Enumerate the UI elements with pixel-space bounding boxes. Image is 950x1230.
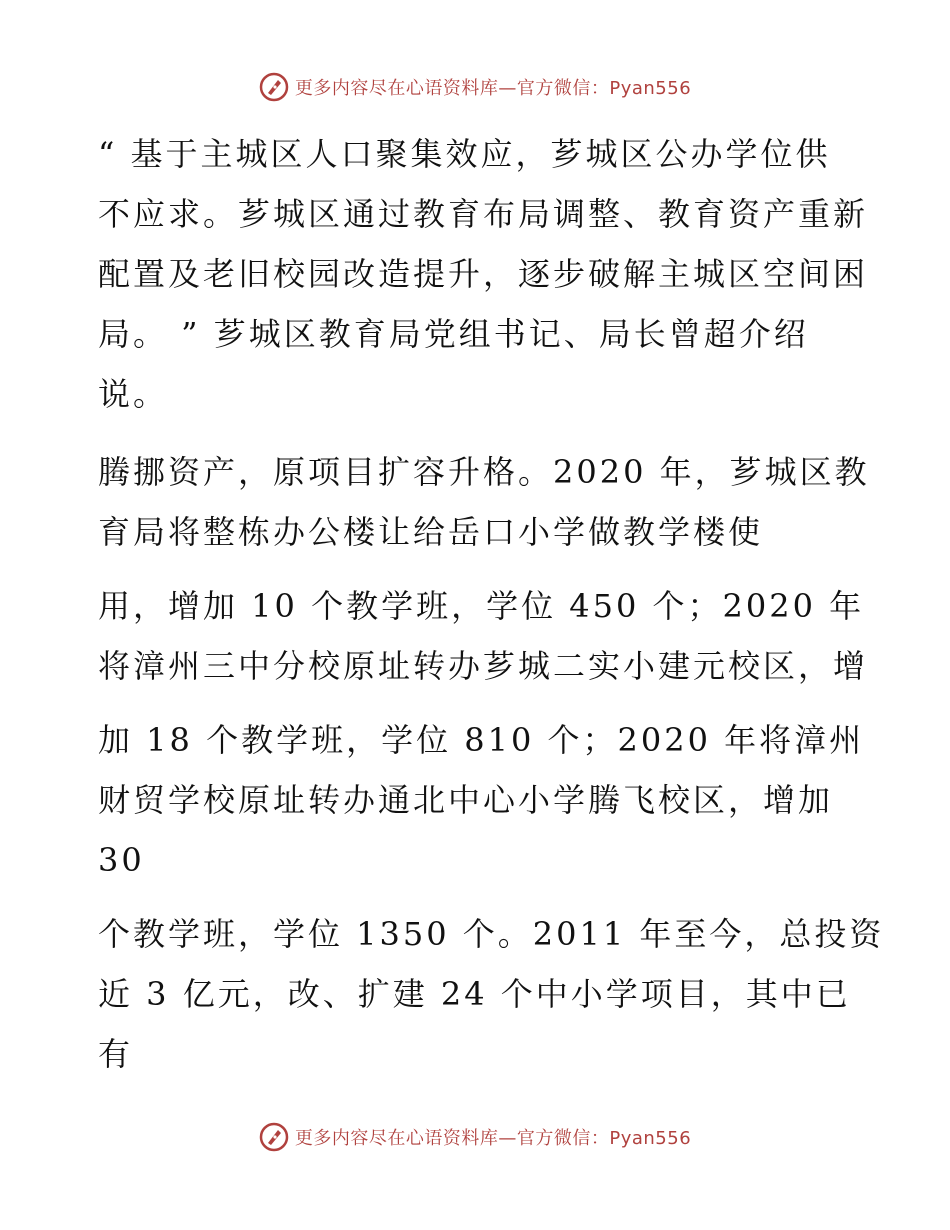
- paragraph-gap: [98, 890, 858, 904]
- text-line: 个教学班，学位 1350 个。2011 年至今，总投资: [98, 915, 885, 953]
- text-line: 不应求。芗城区通过教育布局调整、教育资产重新: [98, 195, 869, 233]
- footer-watermark: [0, 1122, 950, 1152]
- header-watermark: [0, 72, 950, 102]
- paragraph-gap: [98, 562, 858, 576]
- paragraph-gap: [98, 696, 858, 710]
- text-line: 腾挪资产，原项目扩容升格。2020 年，芗城区教: [98, 453, 870, 491]
- text-line: 配置及老旧校园改造提升，逐步破解主城区空间困: [98, 255, 869, 293]
- document-body: [98, 124, 885, 1084]
- pen-nib-icon: [259, 1122, 289, 1152]
- watermark-text: 更多内容尽在心语资料库—官方微信：Pyan556: [294, 1128, 692, 1149]
- text-line: 财贸学校原址转办通北中心小学腾飞校区，增加: [98, 781, 834, 819]
- text-line: 加 18 个教学班，学位 810 个；2020 年将漳州: [98, 721, 865, 759]
- text-line: 用，增加 10 个教学班，学位 450 个；2020 年: [98, 587, 865, 625]
- text-line: 说。: [98, 375, 169, 413]
- text-line: 30: [98, 841, 145, 879]
- text-line: 局。 ” 芗城区教育局党组书记、局长曾超介绍: [98, 315, 809, 353]
- pen-nib-icon: [259, 72, 289, 102]
- text-line: “ 基于主城区人口聚集效应，芗城区公办学位供: [98, 135, 831, 173]
- watermark-text: 更多内容尽在心语资料库—官方微信：Pyan556: [294, 78, 692, 99]
- paragraph-gap: [98, 424, 858, 442]
- text-line: 有: [98, 1035, 134, 1073]
- text-line: 近 3 亿元，改、扩建 24 个中小学项目，其中已: [98, 975, 851, 1013]
- text-line: 育局将整栋办公楼让给岳口小学做教学楼使: [98, 513, 764, 551]
- text-line: 将漳州三中分校原址转办芗城二实小建元校区，增: [98, 647, 869, 685]
